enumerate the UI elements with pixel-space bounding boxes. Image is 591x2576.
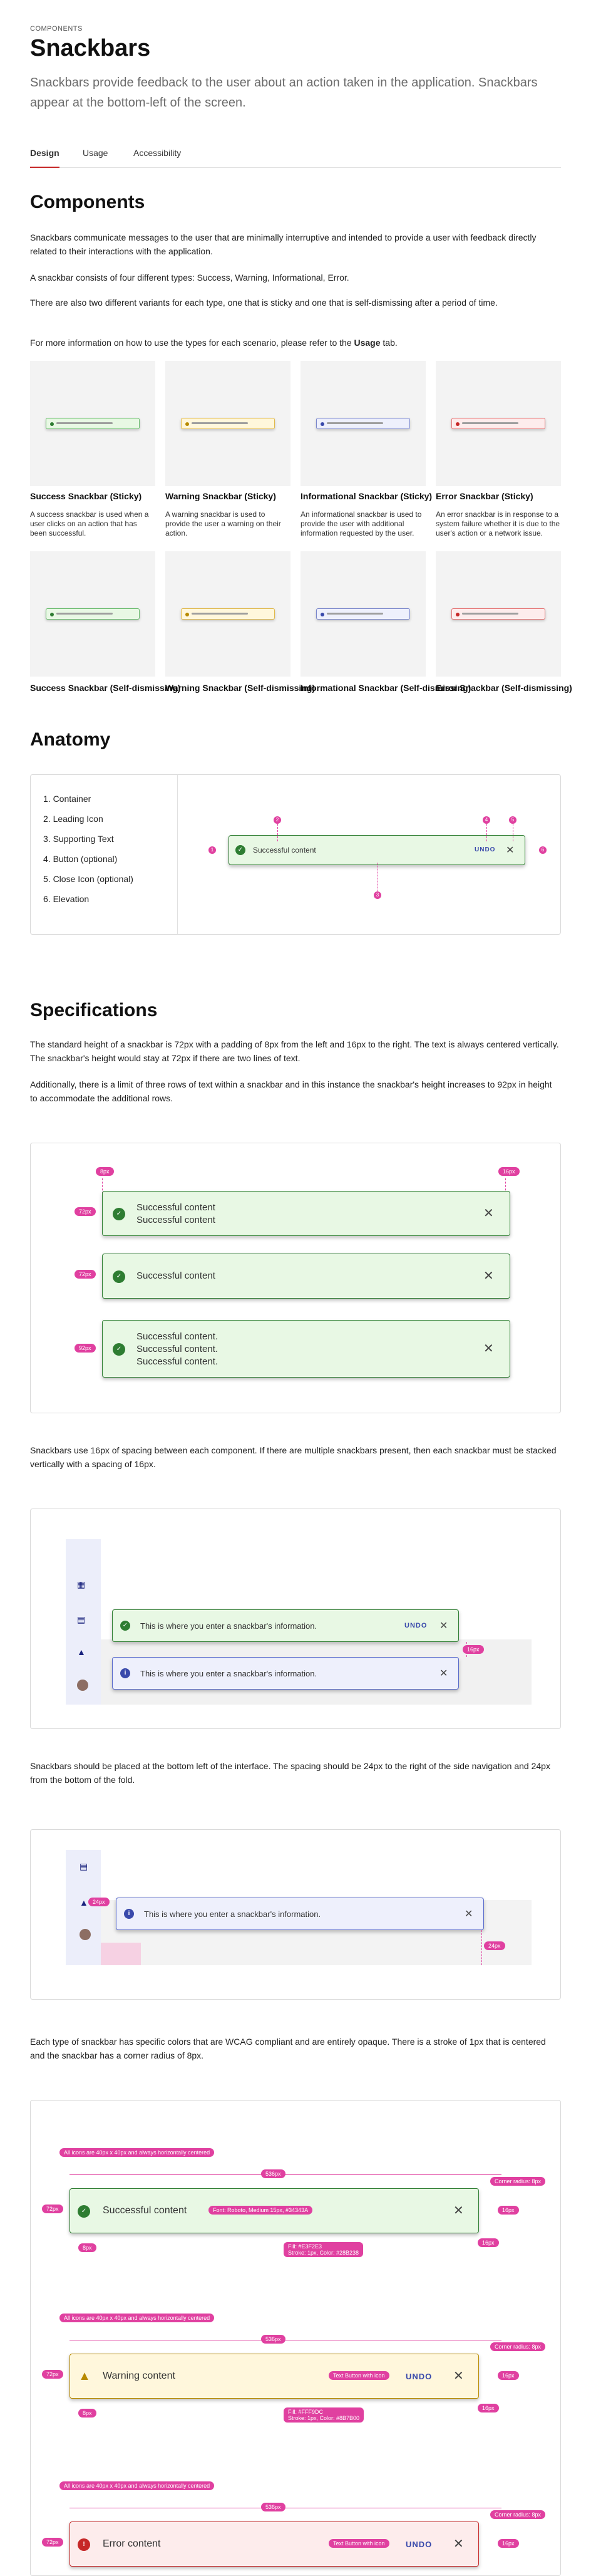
snackbar-text: Successful content xyxy=(253,846,316,854)
marker-1: 1 xyxy=(208,846,216,854)
tab-usage[interactable]: Usage xyxy=(83,148,108,158)
anatomy-panel xyxy=(30,774,561,935)
undo-button[interactable]: UNDO xyxy=(406,2372,433,2381)
card-success-dismiss-preview[interactable] xyxy=(30,551,155,677)
width-tag: 536px xyxy=(261,2503,285,2511)
height-tag: 72px xyxy=(42,2205,63,2213)
printer-icon[interactable]: ▤ xyxy=(77,1614,86,1624)
snackbar-text: This is where you enter a snackbar's information. xyxy=(140,1669,317,1678)
specs-heading: Specifications xyxy=(30,1000,158,1021)
check-icon: ✓ xyxy=(113,1270,125,1283)
undo-button[interactable]: UNDO xyxy=(475,846,496,853)
card-title[interactable]: Error Snackbar (Sticky) xyxy=(436,491,533,501)
anatomy-list xyxy=(43,789,133,909)
card-error-sticky-preview[interactable] xyxy=(436,361,561,486)
components-heading: Components xyxy=(30,192,145,212)
card-title[interactable]: Warning Snackbar (Self-dismissing) xyxy=(165,683,316,693)
corner-tag: Corner radius: 8px xyxy=(490,2342,545,2351)
spacing-tag: 8px xyxy=(78,2409,96,2418)
tab-bar xyxy=(30,145,561,168)
height-tag: 72px xyxy=(75,1207,96,1216)
specs-p3: Snackbars use 16px of spacing between each component. If there are multiple snackbars present, then each snackbar must be stacked vertically with a spacing of 16px. xyxy=(30,1445,557,1469)
close-icon[interactable]: ✕ xyxy=(465,1909,473,1919)
button-tag: Text Button with icon xyxy=(329,2539,389,2548)
card-desc: A success snackbar is used when a user clicks on an action that has been successful. xyxy=(30,510,149,538)
rocket-icon[interactable]: ▲ xyxy=(80,1898,88,1908)
snackbar-text: Successful content Successful content xyxy=(136,1202,215,1225)
snackbar-text: This is where you enter a snackbar's information. xyxy=(140,1621,317,1631)
page-title: Snackbars xyxy=(30,35,151,61)
snackbar-two-lines xyxy=(102,1191,510,1236)
color-demo-panel xyxy=(30,2100,561,2576)
components-p3: There are also two different variants for each type, one that is sticky and one that is self-dismissing after a period of time. xyxy=(30,298,498,308)
spacing-tag: 8px xyxy=(96,1167,114,1176)
card-warning-dismiss-preview[interactable] xyxy=(165,551,290,677)
height-tag: 92px xyxy=(75,1344,96,1353)
card-title[interactable]: Success Snackbar (Self-dismissing) xyxy=(30,683,181,693)
specs-p5: Each type of snackbar has specific colors that are WCAG compliant and are entirely opaque. There is a stroke of 1px that is centered and the snackbar has a corner radius of 8px. xyxy=(30,2037,546,2060)
check-icon: ✓ xyxy=(235,845,245,855)
snackbar-one-line xyxy=(102,1254,510,1299)
mini-snackbar xyxy=(451,608,545,620)
warning-icon xyxy=(185,422,189,426)
spacing-tag: 16px xyxy=(498,2539,519,2548)
check-icon: ✓ xyxy=(113,1343,125,1356)
info-icon xyxy=(321,422,324,426)
undo-button[interactable]: UNDO xyxy=(404,1622,428,1629)
height-tag: 72px xyxy=(75,1270,96,1279)
stacked-snackbar-info xyxy=(112,1657,459,1690)
card-title[interactable]: Error Snackbar (Self-dismissing) xyxy=(436,683,572,693)
breadcrumb[interactable]: COMPONENTS xyxy=(30,25,83,33)
mini-snackbar xyxy=(316,608,410,620)
card-title[interactable]: Informational Snackbar (Self-dismissing) xyxy=(301,683,471,693)
mini-snackbar xyxy=(46,608,140,620)
card-desc: An error snackbar is in response to a system failure whether it is due to the user's action or a network issue. xyxy=(436,510,560,538)
rocket-icon[interactable]: ▲ xyxy=(77,1647,86,1657)
width-tag: 536px xyxy=(261,2335,285,2344)
side-navigation xyxy=(66,1539,101,1705)
card-warning-sticky-preview[interactable] xyxy=(165,361,290,486)
close-icon[interactable]: ✕ xyxy=(506,845,515,856)
tab-design[interactable]: Design xyxy=(30,148,59,168)
close-icon[interactable]: ✕ xyxy=(453,2369,464,2383)
marker-2: 2 xyxy=(274,816,281,824)
tab-accessibility[interactable]: Accessibility xyxy=(133,148,182,158)
color-snackbar-error xyxy=(69,2521,479,2567)
warning-icon xyxy=(185,613,189,616)
specs-p4: Snackbars should be placed at the bottom left of the interface. The spacing should be 24px to the right of the side navigation and 24px from the bottom of the fold. xyxy=(30,1761,550,1785)
snackbar-three-lines xyxy=(102,1320,510,1378)
card-error-dismiss-preview[interactable] xyxy=(436,551,561,677)
close-icon[interactable]: ✕ xyxy=(439,1668,448,1679)
color-snackbar-warning xyxy=(69,2354,479,2399)
fill-tag: Fill: #FFF9DC Stroke: 1px, Color: #8B7B00 xyxy=(284,2407,364,2423)
page-lede: Snackbars provide feedback to the user about an action taken in the application. Snackbars appear at the bottom-left of the screen. xyxy=(30,76,538,110)
usage-link[interactable]: Usage xyxy=(354,338,381,348)
spacing-tag: 16px xyxy=(498,2371,519,2380)
spacing-tag: 16px xyxy=(478,2404,499,2412)
components-p1: Snackbars communicate messages to the user that are minimally interruptive and intended to provide a user with feedback directly related to their interactions with the application. xyxy=(30,232,537,256)
marker-4: 4 xyxy=(483,816,490,824)
placement-demo-panel xyxy=(30,1829,561,2000)
success-icon xyxy=(50,422,54,426)
spacing-tag: 8px xyxy=(78,2243,96,2252)
spacing-tag: 16px xyxy=(478,2238,499,2247)
card-desc: A warning snackbar is used to provide the user a warning on their action. xyxy=(165,510,281,538)
card-info-dismiss-preview[interactable] xyxy=(301,551,426,677)
anatomy-item: 1. Container xyxy=(43,794,91,804)
components-p2: A snackbar consists of four different types: Success, Warning, Informational, Error. xyxy=(30,273,349,283)
close-icon[interactable]: ✕ xyxy=(483,1342,494,1356)
card-title[interactable]: Informational Snackbar (Sticky) xyxy=(301,491,433,501)
marker-5: 5 xyxy=(509,816,516,824)
close-icon[interactable]: ✕ xyxy=(483,1207,494,1220)
close-icon[interactable]: ✕ xyxy=(483,1269,494,1283)
height-demo-panel xyxy=(30,1143,561,1413)
stacked-snackbar-success xyxy=(112,1609,459,1642)
spacing-tag: 16px xyxy=(498,1167,520,1176)
card-info-sticky-preview[interactable] xyxy=(301,361,426,486)
card-desc: An informational snackbar is used to provide the user with additional information requested by the user. xyxy=(301,510,422,538)
spacing-tag: 16px xyxy=(463,1645,484,1654)
snackbar-text: Successful content xyxy=(103,2205,187,2216)
components-p4: For more information on how to use the types for each scenario, please refer to the Usage tab. xyxy=(30,338,398,348)
snackbar-text: Warning content xyxy=(103,2371,175,2381)
placed-snackbar-info xyxy=(116,1898,484,1930)
card-title[interactable]: Warning Snackbar (Sticky) xyxy=(165,491,276,501)
mini-snackbar xyxy=(46,418,140,429)
stack-demo-panel xyxy=(30,1509,561,1729)
mini-snackbar xyxy=(451,418,545,429)
close-icon[interactable]: ✕ xyxy=(453,2204,464,2218)
error-icon xyxy=(456,613,460,616)
undo-button[interactable]: UNDO xyxy=(406,2540,433,2549)
fill-tag: Fill: #E3F2E3 Stroke: 1px, Color: #28B238 xyxy=(284,2242,363,2257)
side-navigation xyxy=(66,1850,101,1965)
annotation-tag: All icons are 40px x 40px and always horizontally centered xyxy=(59,2148,214,2157)
spacing-tag: 16px xyxy=(498,2206,519,2215)
snackbar-text: Error content xyxy=(103,2538,161,2549)
building-icon[interactable]: ▦ xyxy=(77,1579,86,1589)
height-tag: 72px xyxy=(42,2538,63,2547)
corner-tag: Corner radius: 8px xyxy=(490,2177,545,2186)
marker-3: 3 xyxy=(374,891,381,899)
height-tag: 72px xyxy=(42,2370,63,2379)
error-icon xyxy=(456,422,460,426)
check-icon: ✓ xyxy=(120,1621,130,1631)
info-icon xyxy=(321,613,324,616)
button-tag: Text Button with icon xyxy=(329,2371,389,2380)
avatar[interactable] xyxy=(80,1929,91,1940)
anatomy-item: 4. Button (optional) xyxy=(43,854,118,864)
spacing-tag: 24px xyxy=(484,1941,505,1950)
annotation-tag: All icons are 40px x 40px and always horizontally centered xyxy=(59,2314,214,2322)
info-icon: i xyxy=(120,1668,130,1678)
anatomy-heading: Anatomy xyxy=(30,729,111,750)
avatar[interactable] xyxy=(77,1680,88,1691)
error-icon: ! xyxy=(78,2538,90,2551)
card-success-sticky-preview[interactable] xyxy=(30,361,155,486)
spacing-tag: 24px xyxy=(88,1898,110,1906)
card-title[interactable]: Success Snackbar (Sticky) xyxy=(30,491,142,501)
snackbar-text: Successful content. Successful content. Successful content. xyxy=(136,1331,218,1367)
anatomy-item: 2. Leading Icon xyxy=(43,814,103,824)
close-icon[interactable]: ✕ xyxy=(439,1621,448,1631)
close-icon[interactable]: ✕ xyxy=(453,2537,464,2551)
anatomy-item: 5. Close Icon (optional) xyxy=(43,874,133,884)
snackbar-text: Successful content xyxy=(136,1270,215,1281)
info-icon: i xyxy=(124,1909,134,1919)
specs-p1: The standard height of a snackbar is 72px with a padding of 8px from the left and 16px to the right. The text is always centered vertically. The snackbar's height would stay at 72px if there are two lines of text. xyxy=(30,1039,559,1063)
success-icon xyxy=(50,613,54,616)
mini-snackbar xyxy=(181,418,275,429)
width-tag: 536px xyxy=(261,2169,285,2178)
mini-snackbar xyxy=(181,608,275,620)
printer-icon[interactable]: ▤ xyxy=(80,1861,88,1871)
font-tag: Font: Roboto, Medium 15px, #34343A xyxy=(208,2206,312,2215)
annotation-tag: All icons are 40px x 40px and always horizontally centered xyxy=(59,2481,214,2490)
anatomy-snackbar xyxy=(229,835,525,865)
marker-6: 6 xyxy=(539,846,547,854)
mini-snackbar xyxy=(316,418,410,429)
check-icon: ✓ xyxy=(113,1208,125,1220)
check-icon: ✓ xyxy=(78,2205,90,2218)
corner-tag: Corner radius: 8px xyxy=(490,2510,545,2519)
warning-icon: ▲ xyxy=(78,2369,91,2383)
anatomy-item: 6. Elevation xyxy=(43,894,90,904)
specs-p2: Additionally, there is a limit of three rows of text within a snackbar and in this instance the snackbar's height increases to 92px in height to accommodate the additional rows. xyxy=(30,1079,552,1103)
anatomy-item: 3. Supporting Text xyxy=(43,834,114,844)
snackbar-text: This is where you enter a snackbar's information. xyxy=(144,1909,321,1919)
